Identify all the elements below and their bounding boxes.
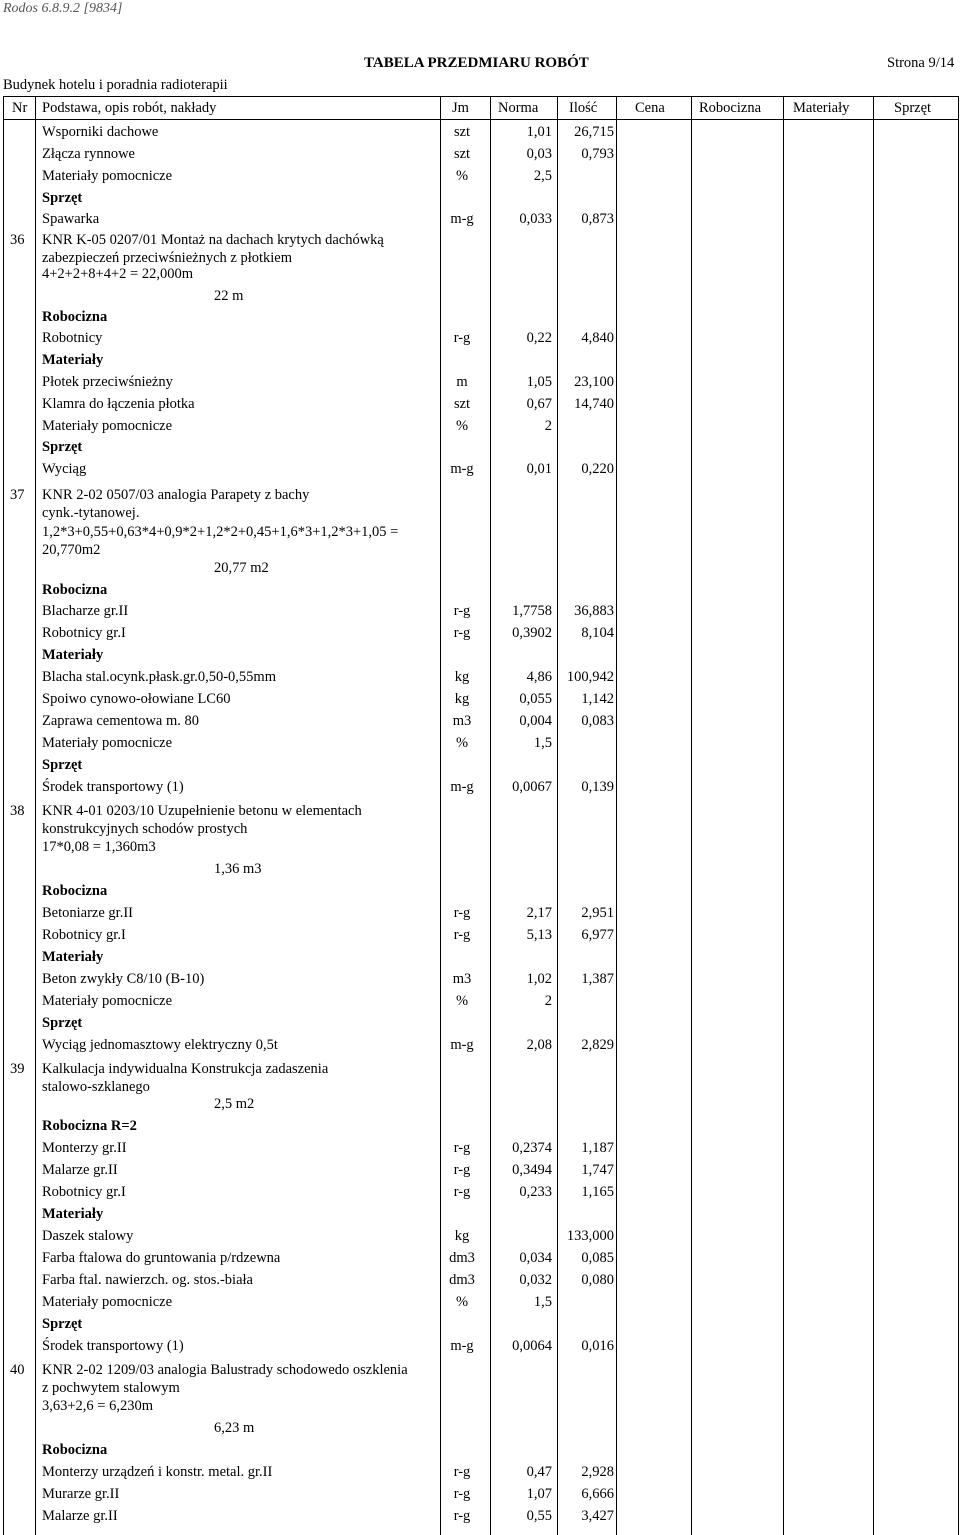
- item-description: Robotnicy gr.I: [42, 1184, 126, 1200]
- col-divider: [490, 97, 491, 1535]
- item-unit: m-g: [450, 461, 474, 477]
- item-unit: r-g: [453, 330, 471, 346]
- item-description: Wsporniki dachowe: [42, 124, 159, 140]
- col-divider: [616, 97, 617, 1535]
- item-unit: %: [455, 418, 469, 434]
- item-norm: 0,01: [526, 461, 552, 477]
- item-norm: 1,02: [526, 971, 552, 987]
- position-description-cont: cynk.-tytanowej.: [42, 505, 140, 521]
- item-description: Malarze gr.II: [42, 1162, 118, 1178]
- item-norm: 0,2374: [512, 1140, 552, 1156]
- item-unit: szt: [453, 396, 471, 412]
- col-divider: [440, 97, 441, 1535]
- item-norm: 1,01: [526, 124, 552, 140]
- item-unit: r-g: [453, 1464, 471, 1480]
- item-unit: %: [455, 735, 469, 751]
- category-label: Robocizna: [42, 1442, 108, 1458]
- item-norm: 0,3902: [512, 625, 552, 641]
- item-quantity: 1,187: [581, 1140, 614, 1156]
- item-description: Monterzy gr.II: [42, 1140, 127, 1156]
- header-norm: Norma: [498, 100, 539, 116]
- category-label: Sprzęt: [42, 757, 83, 773]
- item-description: Środek transportowy (1): [42, 779, 184, 795]
- category-label: Sprzęt: [42, 439, 83, 455]
- item-description: Materiały pomocnicze: [42, 993, 173, 1009]
- item-norm: 0,0064: [512, 1338, 552, 1354]
- item-norm: 0,67: [526, 396, 552, 412]
- item-description: Zaprawa cementowa m. 80: [42, 713, 200, 729]
- header-description: Podstawa, opis robót, nakłady: [42, 100, 217, 116]
- item-norm: 0,004: [519, 713, 552, 729]
- item-unit: %: [455, 993, 469, 1009]
- item-norm: 1,7758: [512, 603, 552, 619]
- item-quantity: 6,977: [581, 927, 614, 943]
- item-unit: dm3: [449, 1272, 475, 1288]
- item-norm: 5,13: [526, 927, 552, 943]
- item-quantity: 1,747: [581, 1162, 614, 1178]
- item-unit: dm3: [449, 1250, 475, 1266]
- position-description-cont: zabezpieczeń przeciwśnieżnych z płotkiem: [42, 250, 292, 266]
- position-description: KNR 2-02 1209/03 analogia Balustrady schodowedo oszklenia: [42, 1362, 408, 1378]
- item-description: Materiały pomocnicze: [42, 418, 173, 434]
- position-description: KNR 4-01 0203/10 Uzupełnienie betonu w elementach: [42, 803, 362, 819]
- item-description: 4+2+2+8+4+2 = 22,000m: [42, 266, 193, 282]
- item-norm: 0,3494: [512, 1162, 552, 1178]
- item-norm: 0,55: [526, 1508, 552, 1524]
- measured-quantity: 2,5 m2: [214, 1096, 255, 1112]
- item-quantity: 0,793: [581, 146, 614, 162]
- item-quantity: 100,942: [566, 669, 614, 685]
- measured-quantity: 6,23 m: [214, 1420, 255, 1436]
- col-divider: [873, 97, 874, 1535]
- position-description: 1,2*3+0,55+0,63*4+0,9*2+1,2*2+0,45+1,6*3+1,2*3+1,05 =: [42, 524, 399, 540]
- position-description: KNR 2-02 0507/03 analogia Parapety z bachy: [42, 487, 310, 503]
- item-description: Robotnicy gr.I: [42, 625, 126, 641]
- item-unit: r-g: [453, 1508, 471, 1524]
- item-norm: 2,17: [526, 905, 552, 921]
- item-norm: 2: [544, 418, 552, 434]
- position-description: KNR K-05 0207/01 Montaż na dachach krytych dachówką: [42, 232, 384, 248]
- item-unit: r-g: [453, 927, 471, 943]
- item-description: Betoniarze gr.II: [42, 905, 133, 921]
- item-quantity: 23,100: [574, 374, 614, 390]
- item-unit: m3: [452, 713, 472, 729]
- item-unit: m-g: [450, 779, 474, 795]
- category-label: Robocizna: [42, 309, 108, 325]
- item-quantity: 0,873: [581, 211, 614, 227]
- category-label: Robocizna: [42, 582, 108, 598]
- item-norm: 0,03: [526, 146, 552, 162]
- item-unit: %: [455, 168, 469, 184]
- position-number: 37: [10, 487, 25, 503]
- item-description: Materiały pomocnicze: [42, 168, 173, 184]
- item-norm: 0,055: [519, 691, 552, 707]
- app-version: Rodos 6.8.9.2 [9834]: [3, 1, 123, 16]
- item-unit: m-g: [450, 1338, 474, 1354]
- item-norm: 2: [544, 993, 552, 1009]
- item-unit: m-g: [450, 1037, 474, 1053]
- position-description-cont: z pochwytem stalowym: [42, 1380, 180, 1396]
- item-description: Wyciąg jednomasztowy elektryczny 0,5t: [42, 1037, 278, 1053]
- item-description: Beton zwykły C8/10 (B-10): [42, 971, 205, 987]
- item-quantity: 1,165: [581, 1184, 614, 1200]
- category-label: Materiały: [42, 352, 104, 368]
- item-norm: 2,08: [526, 1037, 552, 1053]
- category-label: Robocizna: [42, 883, 108, 899]
- item-norm: 0,033: [519, 211, 552, 227]
- item-description: Płotek przeciwśnieżny: [42, 374, 173, 390]
- col-divider: [783, 97, 784, 1535]
- measured-quantity: 22 m: [214, 288, 244, 304]
- item-unit: m-g: [450, 211, 474, 227]
- item-norm: 1,05: [526, 374, 552, 390]
- position-number: 36: [10, 232, 25, 248]
- item-unit: r-g: [453, 625, 471, 641]
- item-quantity: 0,220: [581, 461, 614, 477]
- item-unit: r-g: [453, 1140, 471, 1156]
- item-norm: 1,5: [533, 735, 552, 751]
- position-number: 39: [10, 1061, 25, 1077]
- item-description: Wyciąg: [42, 461, 87, 477]
- item-norm: 1,5: [533, 1294, 552, 1310]
- item-description: Malarze gr.II: [42, 1508, 118, 1524]
- position-description-cont: 20,770m2: [42, 542, 101, 558]
- position-description: Kalkulacja indywidualna Konstrukcja zadaszenia: [42, 1061, 329, 1077]
- item-quantity: 0,016: [581, 1338, 614, 1354]
- item-description: 17*0,08 = 1,360m3: [42, 839, 156, 855]
- header-materials: Materiały: [793, 100, 850, 116]
- item-quantity: 3,427: [581, 1508, 614, 1524]
- category-label: Materiały: [42, 647, 104, 663]
- header-quantity: Ilość: [569, 100, 598, 116]
- item-description: 3,63+2,6 = 6,230m: [42, 1398, 154, 1414]
- item-description: Monterzy urządzeń i konstr. metal. gr.II: [42, 1464, 273, 1480]
- item-description: Materiały pomocnicze: [42, 735, 173, 751]
- header-unit: Jm: [452, 100, 469, 116]
- item-description: Materiały pomocnicze: [42, 1294, 173, 1310]
- position-description-cont: stalowo-szklanego: [42, 1079, 150, 1095]
- item-quantity: 14,740: [574, 396, 614, 412]
- item-description: Spoiwo cynowo-ołowiane LC60: [42, 691, 231, 707]
- item-unit: r-g: [453, 1162, 471, 1178]
- item-unit: %: [455, 1294, 469, 1310]
- item-description: Spawarka: [42, 211, 100, 227]
- item-description: Farba ftalowa do gruntowania p/rdzewna: [42, 1250, 281, 1266]
- item-description: Blacha stal.ocynk.płask.gr.0,50-0,55mm: [42, 669, 276, 685]
- item-quantity: 2,951: [581, 905, 614, 921]
- item-unit: m3: [452, 971, 472, 987]
- header-equipment: Sprzęt: [894, 100, 932, 116]
- item-description: Środek transportowy (1): [42, 1338, 184, 1354]
- item-description: Złącza rynnowe: [42, 146, 135, 162]
- table-header: [4, 97, 958, 120]
- item-description: Robotnicy gr.I: [42, 927, 126, 943]
- position-number: 40: [10, 1362, 25, 1378]
- item-norm: 0,0067: [512, 779, 552, 795]
- item-quantity: 26,715: [574, 124, 614, 140]
- item-unit: r-g: [453, 1486, 471, 1502]
- item-description: Murarze gr.II: [42, 1486, 120, 1502]
- item-description: Robotnicy: [42, 330, 103, 346]
- item-norm: 1,07: [526, 1486, 552, 1502]
- item-unit: szt: [453, 146, 471, 162]
- item-quantity: 4,840: [581, 330, 614, 346]
- table-title: TABELA PRZEDMIARU ROBÓT: [364, 55, 589, 71]
- building-name: Budynek hotelu i poradnia radioterapii: [3, 77, 228, 93]
- item-unit: r-g: [453, 603, 471, 619]
- item-unit: r-g: [453, 905, 471, 921]
- item-unit: szt: [453, 124, 471, 140]
- item-quantity: 6,666: [581, 1486, 614, 1502]
- item-norm: 0,233: [519, 1184, 552, 1200]
- col-divider: [691, 97, 692, 1535]
- item-norm: 0,22: [526, 330, 552, 346]
- item-quantity: 8,104: [581, 625, 614, 641]
- category-label: Materiały: [42, 1206, 104, 1222]
- item-unit: r-g: [453, 1184, 471, 1200]
- header-nr: Nr: [12, 100, 28, 116]
- item-description: Blacharze gr.II: [42, 603, 129, 619]
- item-description: Klamra do łączenia płotka: [42, 396, 195, 412]
- category-label: Materiały: [42, 949, 104, 965]
- item-norm: 4,86: [526, 669, 552, 685]
- category-label: Sprzęt: [42, 1015, 83, 1031]
- col-divider: [557, 97, 558, 1535]
- item-norm: 0,47: [526, 1464, 552, 1480]
- item-quantity: 133,000: [566, 1228, 614, 1244]
- position-description-cont: konstrukcyjnych schodów prostych: [42, 821, 248, 837]
- page-number: Strona 9/14: [887, 55, 955, 71]
- header-price: Cena: [635, 100, 665, 116]
- item-quantity: 36,883: [574, 603, 614, 619]
- estimate-table: [3, 96, 959, 1535]
- item-quantity: 1,142: [581, 691, 614, 707]
- item-unit: m: [456, 374, 468, 390]
- position-number: 38: [10, 803, 25, 819]
- measured-quantity: 1,36 m3: [214, 861, 262, 877]
- item-description: Daszek stalowy: [42, 1228, 134, 1244]
- item-unit: kg: [454, 691, 470, 707]
- item-norm: 0,032: [519, 1272, 552, 1288]
- item-unit: kg: [454, 1228, 470, 1244]
- item-unit: kg: [454, 669, 470, 685]
- item-quantity: 1,387: [581, 971, 614, 987]
- header-labor: Robocizna: [699, 100, 762, 116]
- item-norm: 2,5: [533, 168, 552, 184]
- category-label: Robocizna R=2: [42, 1118, 137, 1134]
- measured-quantity: 20,77 m2: [214, 560, 269, 576]
- category-label: Sprzęt: [42, 190, 83, 206]
- item-quantity: 2,928: [581, 1464, 614, 1480]
- col-divider: [35, 97, 36, 1535]
- item-quantity: 0,139: [581, 779, 614, 795]
- item-quantity: 0,085: [581, 1250, 614, 1266]
- item-norm: 0,034: [519, 1250, 552, 1266]
- item-description: Farba ftal. nawierzch. og. stos.-biała: [42, 1272, 253, 1288]
- item-quantity: 0,083: [581, 713, 614, 729]
- item-quantity: 2,829: [581, 1037, 614, 1053]
- item-quantity: 0,080: [581, 1272, 614, 1288]
- category-label: Sprzęt: [42, 1316, 83, 1332]
